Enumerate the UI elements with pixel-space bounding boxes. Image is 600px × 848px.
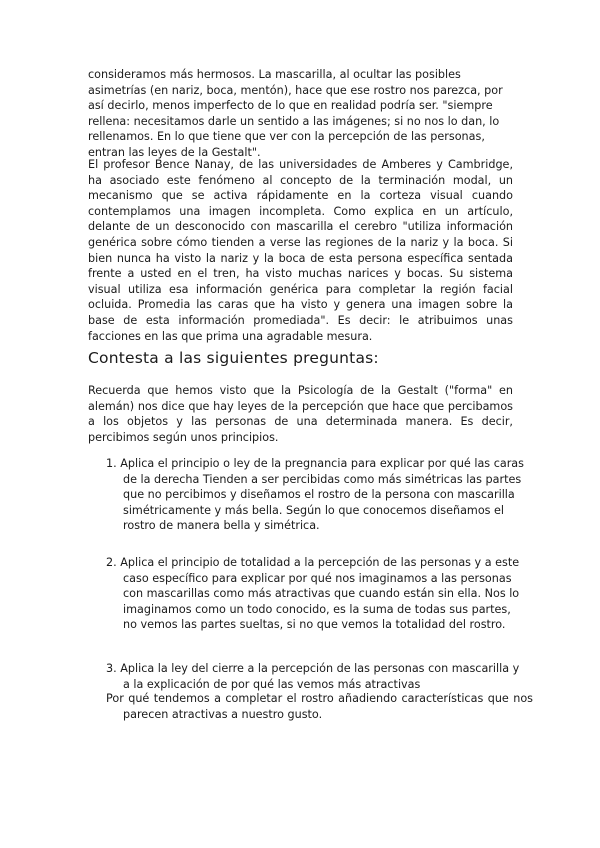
question-3: 3. Aplica la ley del cierre a la percepción de las personas con mascarilla y a la explicación de por qué las vemos más atractivas [106, 662, 520, 691]
intro-line: consideramos más hermosos. La mascarilla, al ocultar las posibles [88, 68, 461, 81]
gestalt-paragraph: Recuerda que hemos visto que la Psicología de la Gestalt ("forma" en alemán) nos dice que hay leyes de la percepción que hace que percibamos a los objetos y las personas de una determinada manera. Es decir, percibimos según unos principios. [88, 384, 513, 444]
question-2: 2. Aplica el principio de totalidad a la percepción de las personas y a este caso específico para explicar por qué nos imaginamos a las personas con mascarillas como más atractivas que cuando están sin ella. Nos lo imaginamos como un todo conocido, es la suma de todas sus partes, no vemos las partes sueltas, si no que vemos la totalidad del rostro. [106, 556, 520, 632]
intro-line: rellena: necesitamos darle un sentido a las imágenes; si no nos lo dan, lo [88, 114, 500, 128]
intro-line: asimetrías (en nariz, boca, mentón), hace que ese rostro nos parezca, por [88, 83, 503, 97]
intro-line: entran las leyes de la Gestalt". [88, 145, 261, 159]
section-heading: Contesta a las siguientes preguntas: [88, 349, 379, 367]
intro-line: así decirlo, menos imperfecto de lo que en realidad podría ser. "siempre [88, 99, 493, 113]
nanay-paragraph: El profesor Bence Nanay, de las universidades de Amberes y Cambridge, ha asociado este fenómeno al concepto de la terminación modal, un mecanismo que se activa rápidamente en la corteza visual cuando contemplamos una imagen incompleta. Como explica en un artículo, delante de un desconocido con mascarilla el cerebro "utiliza información genérica sobre cómo tienden a verse las regiones de la nariz y la boca. Si bien nunca ha visto la nariz y la boca de esta persona específica sentada frente a usted en el tren, ha visto muchas narices y bocas. Su sistema visual utiliza esa información genérica para completar la región facial ocluida. Promedia las caras que ha visto y genera una imagen sobre la base de esta información promediada". Es decir: le atribuimos unas facciones en las que prima una agradable mesura. [88, 158, 513, 343]
intro-paragraph [88, 67, 518, 161]
intro-line: rellenamos. En lo que tiene que ver con la percepción de las personas, [88, 130, 485, 144]
question-1: 1. Aplica el principio o ley de la pregnancia para explicar por qué las caras de la derecha Tienden a ser percibidas como más simétricas las partes que no percibimos y diseñamos el rostro de la persona con mascarilla simétricamente y más bella. Según lo que conocemos diseñamos el rostro de manera bella y simétrica. [106, 457, 524, 533]
question-3-answer: Por qué tendemos a completar el rostro añadiendo características que nos parecen atractivas a nuestro gusto. [106, 692, 533, 721]
